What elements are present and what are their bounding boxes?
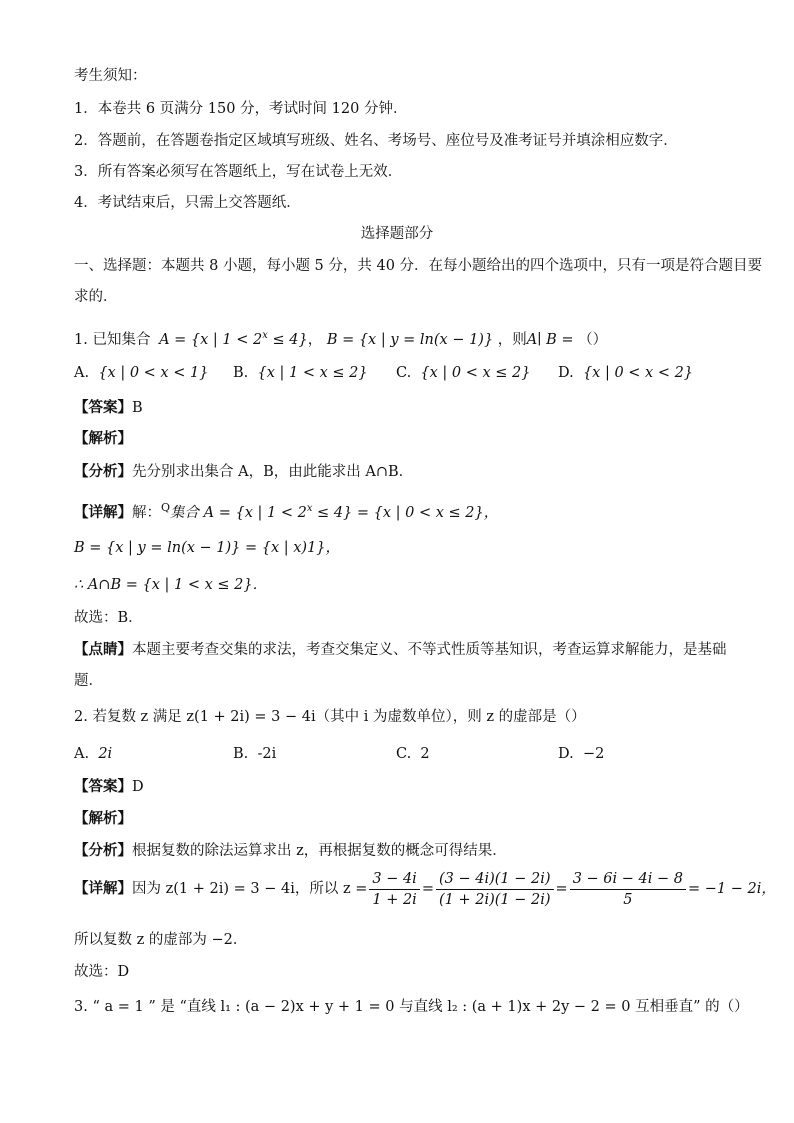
q1-option-a: A. {x | 0 < x < 1} [74,365,209,381]
q1-expr: A∣ B [526,331,557,348]
q2-option-a: A. 2i [74,746,113,762]
q1-detail-line3: ∴ A∩B = {x | 1 < x ≤ 2}． [74,577,268,593]
q1-comment-line2: 题． [74,673,103,689]
notice-title: 考生须知： [74,68,147,84]
q1-comment: 【点睛】本题主要考查交集的求法，考查交集定义、不等式性质等基知识，考查运算求解能力，是基础 [74,641,727,658]
q1-set-b: B = {x | y = ln(x − 1)} [326,331,494,348]
q1-option-b: B. {x | 1 < x ≤ 2} [233,365,368,381]
q2-analysis-tag: 【解析】 [74,810,132,827]
q2-fenxi: 【分析】根据复数的除法运算求出 z，再根据复数的概念可得结果． [74,842,507,859]
q1-detail-line2: B = {x | y = ln(x − 1)} = {x | x)1}， [74,540,341,556]
part1-instruction-line1: 一、选择题：本题共 8 小题，每小题 5 分，共 40 分．在每小题给出的四个选项中，只有一项是符合题目要 [74,258,763,274]
q2-frac-3: $\frac{3 - 6i - 4i - 8}{5}$ [570,870,686,909]
notice-item-3: 3．所有答案必须写在答题纸上，写在试卷上无效． [74,164,403,180]
q1-option-c: C. {x | 0 < x ≤ 2} [396,365,531,381]
q2-answer: 【答案】D [74,778,144,795]
q1-detail: 【详解】解：$^Q$集合 A = {x | $1 < 2^x \le 4\} = \{x$ | 0 < x ≤ 2}， [74,501,499,521]
q2-frac-1: $\frac{3 - 4i}{1 + 2i}$ [369,870,419,909]
q1-option-d: D. {x | 0 < x < 2} [558,365,694,381]
part1-instruction-line2: 求的． [74,289,118,305]
q1-stem [74,326,607,350]
q2-conclusion: 故选：D [74,964,130,980]
notice-item-4: 4．考试结束后，只需上交答题纸． [74,195,301,211]
q1-fenxi: 【分析】先分别求出集合 A，B，由此能求出 A∩B． [74,463,414,480]
q1-analysis-tag: 【解析】 [74,430,132,447]
q1-equals: = （） [556,331,608,348]
q2-detail-line2: 所以复数 z 的虚部为 −2． [74,932,248,948]
notice-item-2: 2．答题前，在答题卷指定区域填写班级、姓名、考场号、座位号及准考证号并填涂相应数字． [74,133,678,149]
q2-stem: 2. 若复数 z 满足 z(1 + 2i) = 3 − 4i（其中 i 为虚数单位），则 z 的虚部是（） [74,709,586,725]
notice-item-1: 1．本卷共 6 页满分 150 分，考试时间 120 分钟． [74,101,408,117]
q2-option-d: D. −2 [558,746,605,762]
q2-frac-2: $\frac{(3 - 4i)(1 - 2i)}{(1 + 2i)(1 - 2i)}$ [436,870,554,909]
q1-stem-suffix: ，则 [497,331,527,348]
q3-stem: 3. “ a = 1 ” 是 “直线 l₁ : (a − 2)x + y + 1 = 0 与直线 l₂ : (a + 1)x + 2y − 2 = 0 互相垂直” 的（） [74,999,749,1015]
q1-stem-prefix: 1. 已知集合 [74,331,151,348]
section-title: 选择题部分 [360,226,434,242]
q1-answer: 【答案】B [74,399,143,416]
q1-comma: ， [307,331,323,348]
q2-option-c: C. 2 [396,746,430,762]
q1-set-a: A = {x | $1 < 2^x \le 4$} [159,330,308,348]
q2-detail: 【详解】因为 z(1 + 2i) = 3 − 4i，所以 z = $\frac{3 - 4i}{1 + 2i}$ = $\frac{(3 - 4i)(1 - 2i)}{(1 + 2i)(1 - 2i)}$ = $\frac{3 - 6i - 4i - 8}{5}$ = −1 − 2i， [74,870,776,908]
q1-conclusion: 故选：B． [74,610,143,626]
q2-option-b: B. -2i [233,746,277,762]
